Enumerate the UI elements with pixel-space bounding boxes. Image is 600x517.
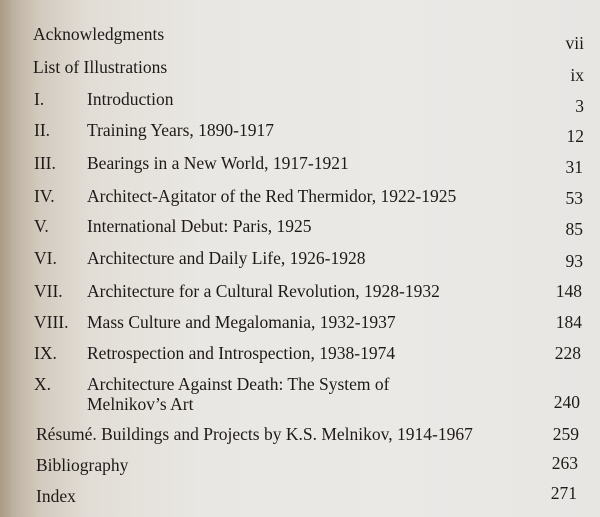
chapter-numeral: IV. xyxy=(34,186,55,206)
chapter-title: Retrospection and Introspection, 1938-1974 xyxy=(87,343,396,363)
chapter-title: Architect-Agitator of the Red Thermidor, 1922-1925 xyxy=(87,186,457,206)
chapter-numeral: I. xyxy=(34,89,45,109)
toc-page-number: 148 xyxy=(555,281,582,301)
toc-entry-label: Bibliography xyxy=(36,455,129,475)
toc-page-number: 259 xyxy=(552,424,579,444)
toc-page-number: ix xyxy=(570,65,584,85)
chapter-numeral: II. xyxy=(34,120,51,140)
chapter-title: Training Years, 1890-1917 xyxy=(87,120,275,140)
chapter-numeral: III. xyxy=(34,153,56,173)
chapter-numeral: VIII. xyxy=(34,312,69,332)
chapter-title-line2: Melnikov’s Art xyxy=(87,394,194,414)
chapter-title: Architecture Against Death: The System of xyxy=(87,374,390,394)
toc-page-number: 240 xyxy=(553,392,580,412)
toc-page-number: 85 xyxy=(565,219,583,239)
chapter-numeral: VII. xyxy=(34,281,63,301)
chapter-title: Bearings in a New World, 1917-1921 xyxy=(87,153,349,173)
toc-entry-label: Index xyxy=(36,486,76,506)
chapter-numeral: VI. xyxy=(34,248,57,268)
toc-chapter-10 xyxy=(0,374,600,414)
toc-page-number: 53 xyxy=(565,188,583,208)
toc-page-number: 263 xyxy=(551,453,578,473)
chapter-title: Architecture for a Cultural Revolution, 1928-1932 xyxy=(87,281,440,301)
toc-page-number: vii xyxy=(565,33,584,53)
toc-page-number: 3 xyxy=(575,96,584,116)
toc-page-number: 93 xyxy=(565,251,583,271)
toc-entry-label: Acknowledgments xyxy=(33,24,165,44)
chapter-numeral: X. xyxy=(34,374,52,394)
toc-page-number: 184 xyxy=(555,312,582,332)
chapter-title: Architecture and Daily Life, 1926-1928 xyxy=(87,248,366,268)
toc-page-number: 31 xyxy=(565,157,583,177)
toc-entry-label: Résumé. Buildings and Projects by K.S. Melnikov, 1914-1967 xyxy=(36,424,473,444)
chapter-title: International Debut: Paris, 1925 xyxy=(87,216,312,236)
toc-page-number: 271 xyxy=(550,483,577,503)
chapter-title: Mass Culture and Megalomania, 1932-1937 xyxy=(87,312,396,332)
chapter-numeral: V. xyxy=(34,216,49,236)
toc-page-number: 228 xyxy=(554,343,581,363)
toc-page-number: 12 xyxy=(566,126,584,146)
chapter-title: Introduction xyxy=(87,89,174,109)
chapter-numeral: IX. xyxy=(34,343,57,363)
toc-entry-label: List of Illustrations xyxy=(33,57,168,77)
